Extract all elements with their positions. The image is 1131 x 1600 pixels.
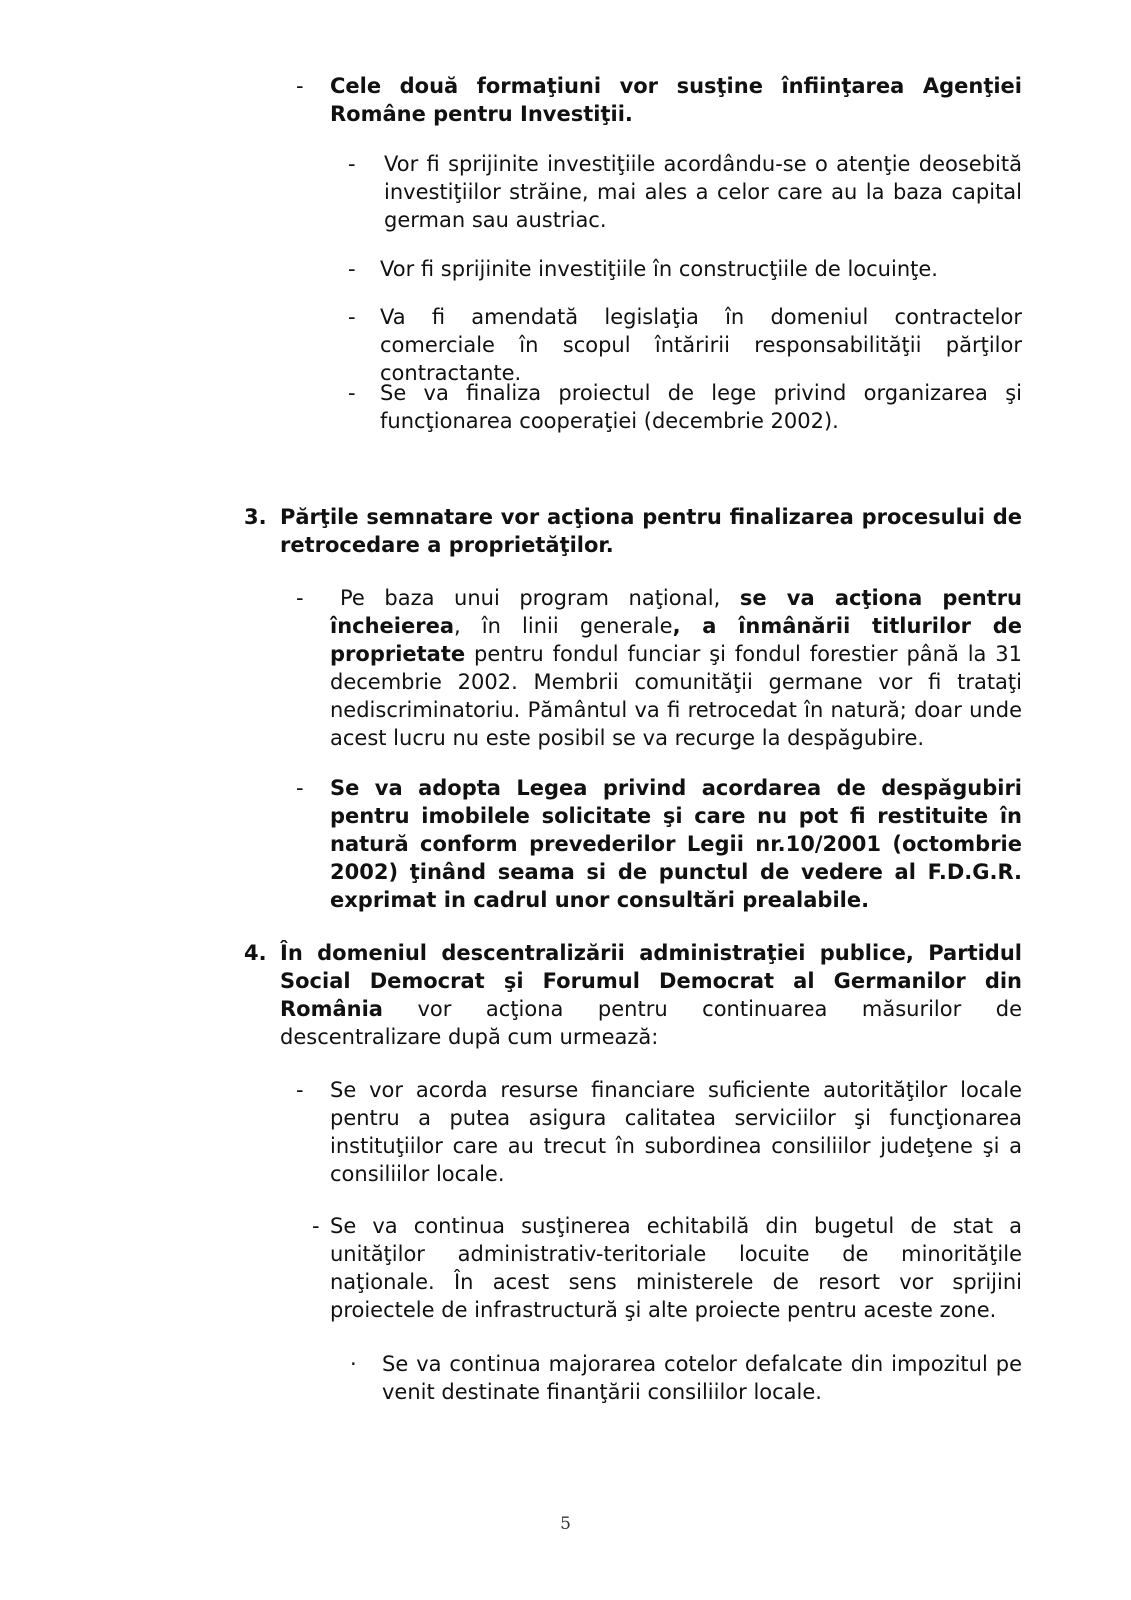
bullet-tax-quotas: Se va continua majorarea cotelor defalcate din impozitul pe venit destinate finanţării consiliilor locale.	[382, 1352, 1022, 1404]
bullet-investment-agency: Cele două formaţiuni vor susţine înfiinţarea Agenţiei Române pentru Investiţii.	[330, 74, 1022, 126]
bullet-cooperation-law: Se va finaliza proiectul de lege privind organizarea şi funcţionarea cooperaţiei (decembrie 2002).	[380, 381, 1022, 433]
bullet-financial-resources: Se vor acorda resurse financiare suficiente autorităţilor locale pentru a putea asigura calitatea serviciilor şi funcţionarea instituţiilor care au trecut în subordinea consiliilor judeţene şi a consiliilor locale.	[330, 1078, 1022, 1186]
bullet-marker: -	[296, 586, 304, 610]
bullet-marker: -	[312, 1214, 320, 1238]
bullet-marker: -	[296, 1078, 304, 1102]
section-number: 4.	[244, 941, 267, 965]
section-number: 3.	[244, 505, 267, 529]
bullet-marker: -	[296, 776, 304, 800]
text-span-bold: În domeniul descentralizării administraţiei publice, Partidul Social Democrat şi Forumul Democrat al Germanilor din România	[280, 941, 1022, 1021]
page-number: 5	[560, 1514, 571, 1534]
bullet-marker: -	[348, 257, 356, 281]
text-span-bold: , a înmânării titlurilor de proprietate	[330, 614, 1023, 666]
text-span: , în linii generale	[454, 614, 673, 638]
bullet-housing-investments: Vor fi sprijinite investiţiile în construcţiile de locuinţe.	[380, 257, 938, 281]
section-heading-decentralization	[280, 939, 1022, 1051]
text-span: vor acţiona pentru continuarea măsurilor de descentralizare după cum urmează:	[280, 997, 1022, 1049]
bullet-marker: ·	[350, 1352, 357, 1376]
bullet-national-program	[330, 584, 1022, 752]
bullet-marker: -	[348, 152, 356, 176]
bullet-foreign-investments: Vor fi sprijinite investiţiile acordându-se o atenţie deosebită investiţiilor străine, mai ales a celor care au la baza capital german sau austriac.	[384, 152, 1022, 232]
bullet-budget-support: Se va continua susţinerea echitabilă din bugetul de stat a unităţilor administrativ-teritoriale locuite de minorităţile naţionale. În acest sens ministerele de resort vor sprijini proiectele de infrastructură şi alte proiecte pentru aceste zone.	[330, 1214, 1022, 1322]
bullet-commercial-contracts: Va fi amendată legislaţia în domeniul contractelor comerciale în scopul întăririi responsabilităţii părţilor contractante.	[380, 305, 1022, 385]
text-span: Pe baza unui program naţional,	[340, 586, 721, 610]
bullet-marker: -	[348, 305, 356, 329]
bullet-marker: -	[348, 381, 356, 405]
section-heading-retrocession: Părţile semnatare vor acţiona pentru finalizarea procesului de retrocedare a proprietăţilor.	[280, 505, 1022, 557]
text-span: pentru fondul funciar şi fondul forestier până la 31 decembrie 2002. Membrii comunităţii germane vor fi trataţi nediscriminatoriu. Pământul va fi retrocedat în natură; doar unde acest lucru nu este posibil se va recurge la despăgubire.	[330, 642, 1022, 750]
bullet-marker: -	[296, 74, 304, 98]
bullet-compensation-law: Se va adopta Legea privind acordarea de despăgubiri pentru imobilele solicitate şi care nu pot fi restituite în natură conform prevederilor Legii nr.10/2001 (octombrie 2002) ţinând seama si de punctul de vedere al F.D.G.R. exprimat in cadrul unor consultări prealabile.	[330, 776, 1022, 912]
text-span-bold: se va acţiona pentru încheierea	[330, 586, 1023, 638]
